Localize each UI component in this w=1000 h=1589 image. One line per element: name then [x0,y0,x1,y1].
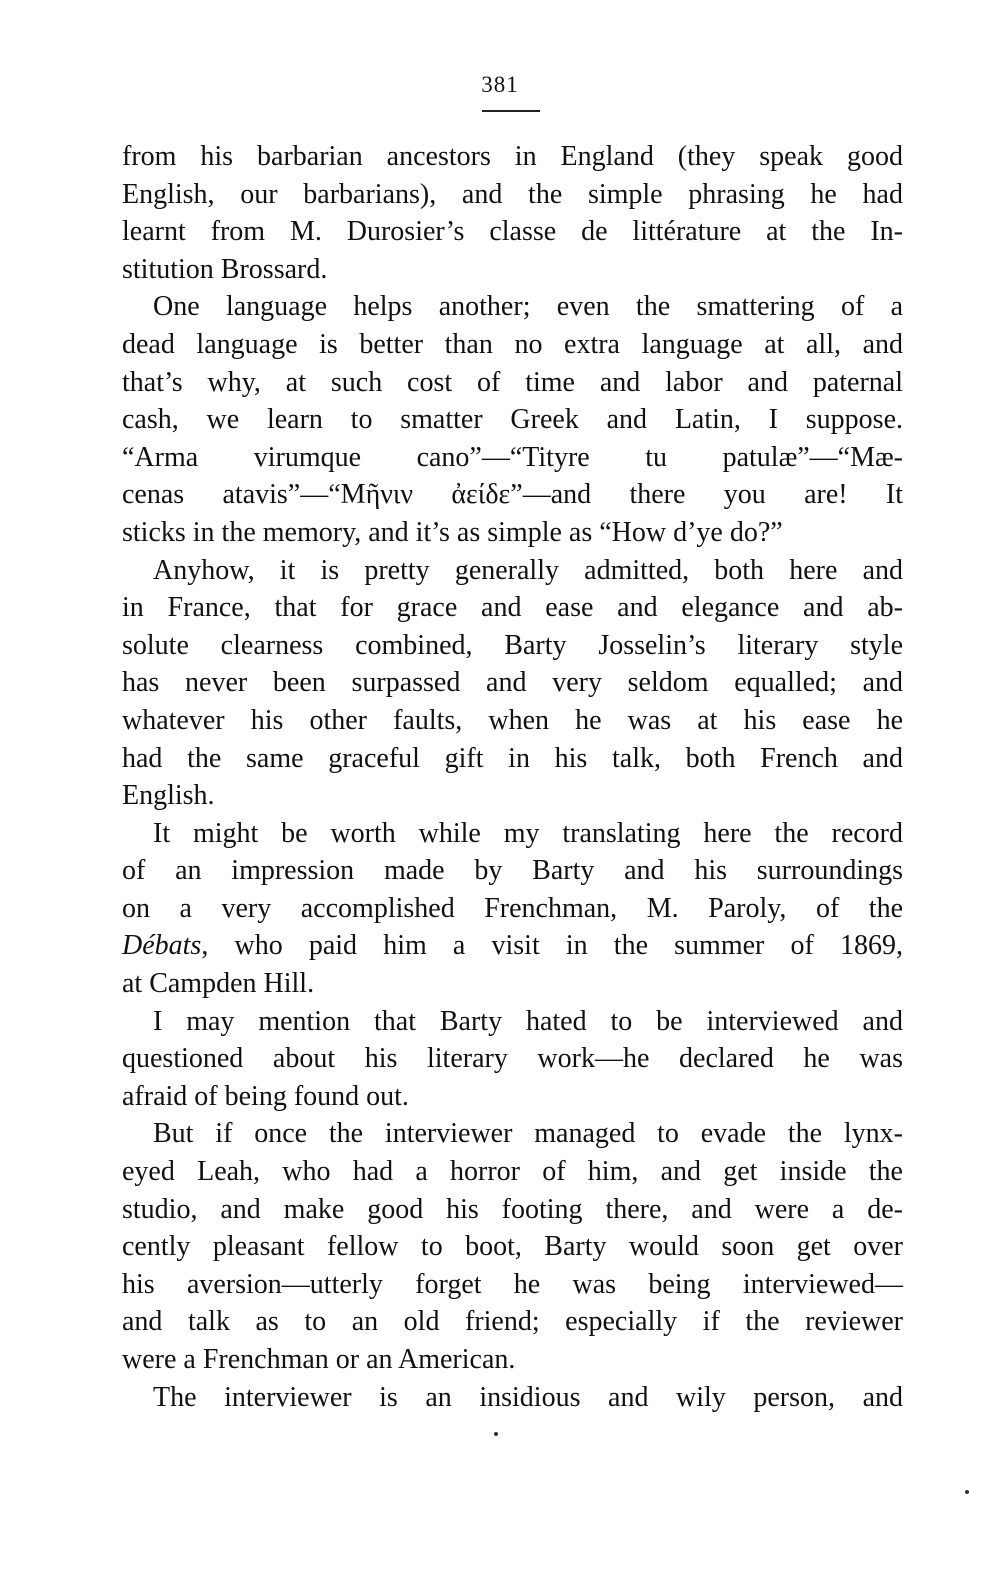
text-line: “Arma virumque cano”—“Tityre tu patulæ”—“Mæ- [122,441,903,473]
text-line: has never been surpassed and very seldom equalled; and [122,667,903,699]
text-line: learnt from M. Durosier’s classe de littérature at the In- [122,216,903,248]
text-line: that’s why, at such cost of time and labor and paternal [122,366,903,398]
text-line: at Campden Hill. [122,968,315,1000]
text-line: dead language is better than no extra language at all, and [122,328,903,360]
text-line: cash, we learn to smatter Greek and Latin, I suppose. [122,404,903,436]
text-line: English. [122,780,215,812]
page-number: 381 [481,72,519,97]
text-line: It might be worth while my translating here the record [153,817,903,849]
text-line: English, our barbarians), and the simple phrasing he had [122,178,903,210]
text-line: But if once the interviewer managed to evade the lynx- [153,1118,903,1150]
text-line: and talk as to an old friend; especially if the reviewer [122,1306,903,1338]
text-line: I may mention that Barty hated to be interviewed and [153,1005,903,1037]
text-line: One language helps another; even the smattering of a [153,291,903,323]
text-line: were a Frenchman or an American. [122,1344,516,1375]
text-line: his aversion—utterly forget he was being interviewed— [122,1268,903,1300]
text-line: on a very accomplished Frenchman, M. Paroly, of the [122,892,903,924]
text-line: eyed Leah, who had a horror of him, and get inside the [122,1156,903,1188]
print-speck [494,1432,498,1436]
text-line: in France, that for grace and ease and elegance and ab- [122,592,903,624]
text-line: studio, and make good his footing there, and were a de- [122,1193,903,1225]
body-text [122,138,903,1416]
text-line: cently pleasant fellow to boot, Barty would soon get over [122,1231,903,1263]
text-line: whatever his other faults, when he was at his ease he [122,704,903,736]
text-line: had the same graceful gift in his talk, both French and [122,742,903,774]
text-line: questioned about his literary work—he declared he was [122,1043,903,1075]
print-speck [965,1490,969,1494]
italic-title: Débats [122,930,202,962]
text-line: sticks in the memory, and it’s as simple as “How d’ye do?” [122,516,783,548]
text-line: from his barbarian ancestors in England (they speak good [122,141,903,172]
text-line: cenas atavis”—“Μῆνιν ἀείδε”—and there you are! It [122,479,903,511]
text-line: of an impression made by Barty and his surroundings [122,855,903,887]
text-line: afraid of being found out. [122,1080,409,1112]
text-line: Anyhow, it is pretty generally admitted, both here and [153,554,903,586]
text-line: stitution Brossard. [122,253,328,285]
text-line: solute clearness combined, Barty Josselin’s literary style [122,629,903,661]
text-line: The interviewer is an insidious and wily person, and [153,1381,903,1413]
text-line: Débats, who paid him a visit in the summer of 1869, [122,930,903,962]
header-rule [482,110,540,112]
